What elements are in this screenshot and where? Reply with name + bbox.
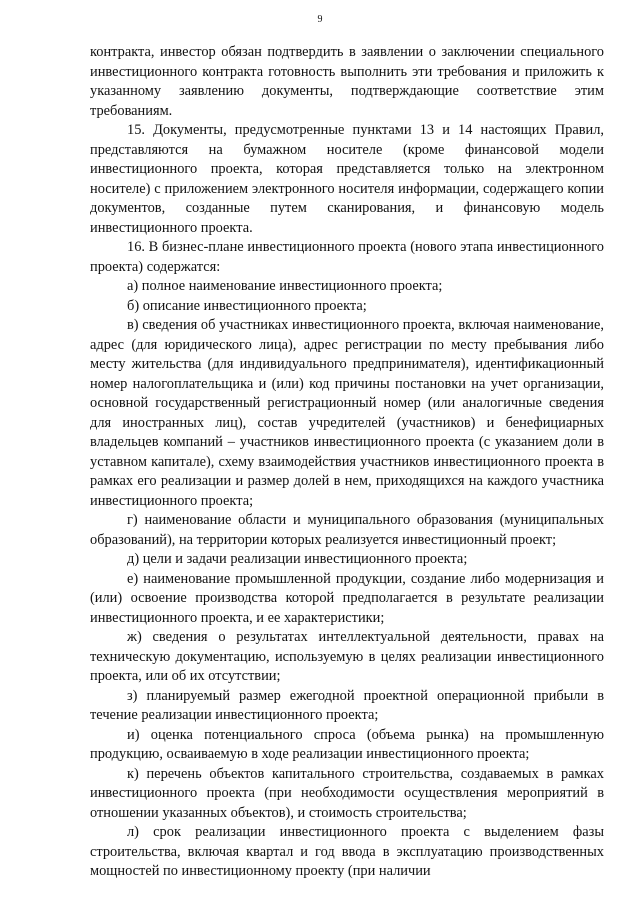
list-item-i: и) оценка потенциального спроса (объема рынка) на промышленную продукцию, осваиваемую в ходе реализации инвестиционного проекта; [90, 726, 604, 762]
list-item-z: з) планируемый размер ежегодной проектной операционной прибыли в течение реализации инвестиционного проекта; [90, 687, 604, 723]
list-item-d: д) цели и задачи реализации инвестиционного проекта; [127, 551, 468, 567]
list-item-l: л) срок реализации инвестиционного проекта с выделением фазы строительства, включая квартал и год ввода в эксплуатацию производственных мощностей по инвестиционному проекту (при наличии [90, 824, 604, 879]
paragraph-continuation: контракта, инвестор обязан подтвердить в заявлении о заключении специального инвестиционного контракта готовность выполнить эти требования и приложить к указанному заявлению документы, подтверждающие соответствие этим требованиям. [90, 44, 604, 119]
page-number: 9 [317, 14, 323, 25]
list-item-k: к) перечень объектов капитального строительства, создаваемых в рамках инвестиционного проекта (при необходимости осуществления мероприятий в отношении указанных объектов), и стоимость строительства; [90, 765, 604, 821]
list-item-a: а) полное наименование инвестиционного проекта; [127, 278, 443, 294]
paragraph-item-15: 15. Документы, предусмотренные пунктами 13 и 14 настоящих Правил, представляются на бумажном носителе (кроме финансовой модели инвестиционного проекта, которая представляется только на электронном носителе) с приложением электронного носителя информации, содержащего копии документов, созданные путем сканирования, и финансовую модель инвестиционного проекта. [90, 122, 604, 236]
document-body [90, 43, 604, 882]
list-item-zh: ж) сведения о результатах интеллектуальной деятельности, правах на техническую документацию, используемую в целях реализации инвестиционного проекта, или об их отсутствии; [90, 629, 604, 684]
list-item-e: е) наименование промышленной продукции, создание либо модернизация и (или) освоение производства которой предполагается в результате реализации инвестиционного проекта, и ее характеристики; [90, 570, 604, 626]
list-item-b: б) описание инвестиционного проекта; [127, 297, 367, 314]
paragraph-item-16: 16. В бизнес-плане инвестиционного проекта (нового этапа инвестиционного проекта) содержатся: [90, 239, 604, 275]
list-item-v: в) сведения об участниках инвестиционного проекта, включая наименование, адрес (для юридического лица), адрес регистрации по месту пребывания либо месту жительства (для индивидуального предпринимателя), идентификационный номер налогоплательщика и (или) код причины постановки на учет организации, основной государственный регистрационный номер (или аналогичные сведения для иностранных лиц), состав учредителей (участников) и бенефициарных владельцев компаний – участников инвестиционного проекта (с указанием доли в уставном капитале), схему взаимодействия участников инвестиционного проекта в рамках его реализации и размер долей в нем, приходящихся на каждого участника инвестиционного проекта; [90, 317, 604, 509]
list-item-g: г) наименование области и муниципального образования (муниципальных образований), на территории которых реализуется инвестиционный проект; [90, 512, 604, 548]
